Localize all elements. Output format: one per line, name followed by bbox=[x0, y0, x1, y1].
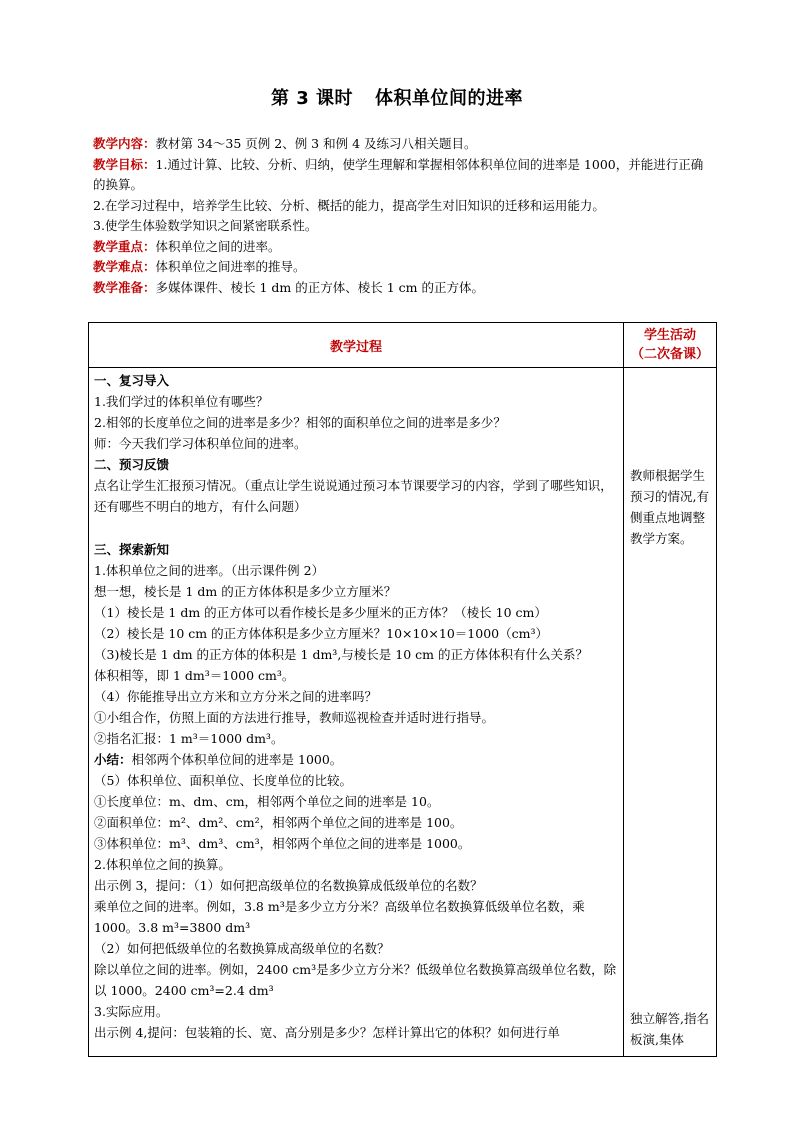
header-activity-line2: （二次备课） bbox=[630, 347, 709, 362]
info-text: 多媒体课件、棱长 1 dm 的正方体、棱长 1 cm 的正方体。 bbox=[155, 279, 484, 295]
process-line bbox=[94, 749, 620, 770]
lesson-topic: 体积单位间的进率 bbox=[375, 88, 524, 109]
info-label: 教学目标： bbox=[93, 156, 156, 172]
info-label: 教学难点： bbox=[93, 259, 156, 274]
page-title bbox=[0, 84, 794, 110]
process-line: ②指名汇报：1 m³＝1000 dm³。 bbox=[94, 731, 284, 746]
process-line: 点名让学生汇报预习情况。（重点让学生说说通过预习本节课要学习的内容，学到了哪些知识，还有哪些不明白的地方，有什么问题） bbox=[94, 478, 613, 514]
info-label: 教学重点： bbox=[93, 238, 156, 254]
process-line: 1.体积单位之间的进率。（出示课件例 2） bbox=[94, 563, 325, 578]
info-label: 教学内容： bbox=[93, 136, 156, 151]
info-preparation bbox=[93, 278, 713, 299]
process-line: ①小组合作，仿照上面的方法进行推导，教师巡视检查并适时进行指导。 bbox=[94, 710, 495, 725]
process-line: 乘单位之间的进率。例如，3.8 m³是多少立方分米？高级单位名数换算低级单位名数，乘 1000。3.8 m³=3800 dm³ bbox=[94, 899, 585, 935]
table-body-row bbox=[89, 368, 717, 1057]
process-line: 1.我们学过的体积单位有哪些？ bbox=[94, 394, 269, 409]
process-line: （5）体积单位、面积单位、长度单位的比较。 bbox=[94, 773, 352, 788]
process-line: （1）棱长是 1 dm 的正方体可以看作棱长是多少厘米的正方体？（棱长 10 cm） bbox=[94, 605, 547, 620]
lesson-number: 第 3 课时 bbox=[270, 88, 354, 109]
process-line: （3)棱长是 1 dm 的正方体的体积是 1 dm³,与棱长是 10 cm 的正方体体积有什么关系？ bbox=[94, 647, 588, 662]
process-line: （2）如何把低级单位的名数换算成高级单位的名数？ bbox=[94, 941, 390, 956]
info-text: 体积单位之间的进率。 bbox=[155, 238, 281, 254]
table-header-row bbox=[89, 323, 717, 368]
process-line: 2.体积单位之间的换算。 bbox=[94, 857, 231, 872]
process-line: ③体积单位：m³、dm³、cm³，相邻两个单位之间的进率是 1000。 bbox=[94, 836, 471, 851]
process-line: 想一想，棱长是 1 dm 的正方体体积是多少立方厘米？ bbox=[94, 584, 397, 599]
process-line: 三、探索新知 bbox=[94, 542, 170, 557]
info-difficulty bbox=[93, 257, 713, 278]
process-line: 2.相邻的长度单位之间的进率是多少？相邻的面积单位之间的进率是多少？ bbox=[94, 415, 506, 430]
info-goal-2 bbox=[93, 196, 713, 217]
process-line: 二、预习反馈 bbox=[94, 457, 170, 472]
info-text: 教材第 34～35 页例 2、例 3 和例 4 及练习八相关题目。 bbox=[155, 136, 477, 151]
header-teaching-process: 教学过程 bbox=[89, 323, 624, 368]
lesson-info bbox=[93, 134, 713, 298]
process-line: 除以单位之间的进率。例如，2400 cm³是多少立方分米？低级单位名数换算高级单位名数，除以 1000。2400 cm³=2.4 dm³ bbox=[94, 962, 617, 998]
process-line: （4）你能推导出立方米和立方分米之间的进率吗？ bbox=[94, 689, 377, 704]
info-goal-1 bbox=[93, 155, 713, 196]
process-line: ②面积单位：m²、dm²、cm²，相邻两个单位之间的进率是 100。 bbox=[94, 815, 463, 830]
process-line: 一、复习导入 bbox=[94, 373, 170, 388]
activity-note-preview: 教师根据学生预习的情况,有侧重点地调整教学方案。 bbox=[630, 468, 709, 546]
process-line: （2）棱长是 10 cm 的正方体体积是多少立方厘米？10×10×10＝1000（cm³） bbox=[94, 626, 548, 641]
activity-note-practice: 独立解答,指名板演,集体 bbox=[630, 1011, 709, 1047]
process-line: 出示例 3，提问：（1）如何把高级单位的名数换算成低级单位的名数？ bbox=[94, 878, 483, 893]
header-activity-line1: 学生活动 bbox=[643, 328, 696, 343]
process-line: ①长度单位：m、dm、cm，相邻两个单位之间的进率是 10。 bbox=[94, 794, 440, 809]
process-line: 体积相等，即 1 dm³＝1000 cm³。 bbox=[94, 668, 295, 683]
teaching-table bbox=[88, 322, 717, 1057]
info-text: 体积单位之间进率的推导。 bbox=[155, 259, 306, 274]
process-gap bbox=[94, 517, 620, 539]
info-text: 1.通过计算、比较、分析、归纳，使学生理解和掌握相邻体积单位间的进率是 1000，并能进行正确的换算。 bbox=[93, 156, 704, 192]
process-line: 出示例 4,提问：包装箱的长、宽、高分别是多少？怎样计算出它的体积？如何进行单 bbox=[94, 1025, 560, 1040]
info-label: 教学准备： bbox=[93, 279, 156, 295]
activity-cell bbox=[624, 368, 717, 1057]
process-cell bbox=[89, 368, 624, 1057]
info-text: 3.使学生体验数学知识之间紧密联系性。 bbox=[93, 218, 318, 233]
header-student-activity bbox=[624, 323, 717, 368]
info-content bbox=[93, 134, 713, 155]
info-text: 2.在学习过程中，培养学生比较、分析、概括的能力，提高学生对旧知识的迁移和运用能力。 bbox=[93, 197, 605, 213]
summary-text: 相邻两个体积单位间的进率是 1000。 bbox=[131, 752, 343, 767]
process-line: 师：今天我们学习体积单位间的进率。 bbox=[94, 436, 307, 451]
process-line: 3.实际应用。 bbox=[94, 1004, 169, 1019]
info-key-point bbox=[93, 237, 713, 258]
info-goal-3 bbox=[93, 216, 713, 237]
summary-label: 小结： bbox=[94, 752, 132, 767]
